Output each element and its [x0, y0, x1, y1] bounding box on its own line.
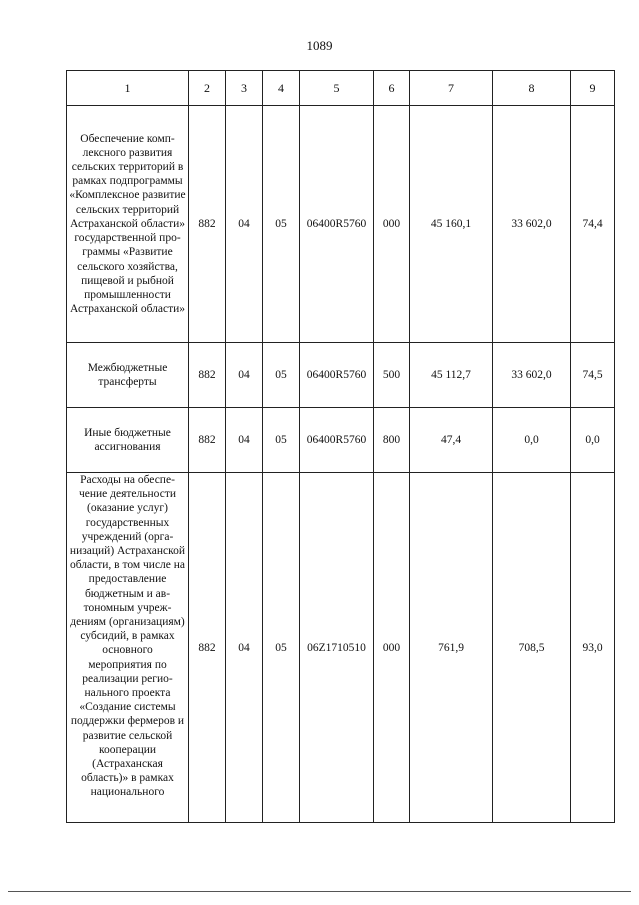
- cell-code: 882: [189, 106, 226, 343]
- cell-type: 800: [374, 408, 410, 473]
- col-header-4: 4: [263, 71, 300, 106]
- cell-type: 000: [374, 106, 410, 343]
- cell-code: 882: [189, 408, 226, 473]
- row-name: Обеспечение комплексного развития сельских территорий в рамках подпрограммы «Комплексное развитие сельских территорий Астраханской области» государственной программы «Развитие сельского хозяйства, пищевой и рыбной промышленности Астраханской области»: [67, 106, 189, 343]
- table-row: [67, 343, 615, 408]
- cell-target: 06400R5760: [300, 408, 374, 473]
- cell-code: 882: [189, 343, 226, 408]
- page-bottom-rule: [8, 891, 631, 892]
- cell-col9: 74,4: [571, 106, 615, 343]
- cell-col8: 708,5: [493, 473, 571, 823]
- cell-col9: 0,0: [571, 408, 615, 473]
- cell-subsection: 05: [263, 473, 300, 823]
- row-name: Межбюджетные трансферты: [67, 343, 189, 408]
- table-row: [67, 106, 615, 343]
- cell-section: 04: [226, 106, 263, 343]
- cell-col9: 74,5: [571, 343, 615, 408]
- col-header-7: 7: [410, 71, 493, 106]
- budget-table: [66, 70, 615, 823]
- cell-subsection: 05: [263, 408, 300, 473]
- cell-type: 500: [374, 343, 410, 408]
- cell-section: 04: [226, 343, 263, 408]
- header-row: [67, 71, 615, 106]
- row-name: Расходы на обеспечение деятельности (оказание услуг) государственных учреждений (организаций) Астраханской области, в том числе на предоставление бюджетным и автономным учреждениям (организациям) субсидий, в рамках основного мероприятия по реализации регионального проекта «Создание системы поддержки фермеров и развитие сельской кооперации (Астраханская область)» в рамках национального: [67, 473, 189, 823]
- col-header-1: 1: [67, 71, 189, 106]
- cell-col7: 45 112,7: [410, 343, 493, 408]
- cell-col7: 45 160,1: [410, 106, 493, 343]
- col-header-8: 8: [493, 71, 571, 106]
- col-header-5: 5: [300, 71, 374, 106]
- col-header-2: 2: [189, 71, 226, 106]
- cell-type: 000: [374, 473, 410, 823]
- cell-col8: 33 602,0: [493, 343, 571, 408]
- table-row: [67, 408, 615, 473]
- table-row: [67, 473, 615, 823]
- cell-subsection: 05: [263, 106, 300, 343]
- cell-target: 06Z1710510: [300, 473, 374, 823]
- col-header-9: 9: [571, 71, 615, 106]
- cell-target: 06400R5760: [300, 106, 374, 343]
- page-number: 1089: [306, 38, 333, 53]
- col-header-6: 6: [374, 71, 410, 106]
- col-header-3: 3: [226, 71, 263, 106]
- cell-section: 04: [226, 473, 263, 823]
- cell-code: 882: [189, 473, 226, 823]
- row-name: Иные бюджетные ассигнования: [67, 408, 189, 473]
- cell-col7: 761,9: [410, 473, 493, 823]
- cell-col7: 47,4: [410, 408, 493, 473]
- cell-target: 06400R5760: [300, 343, 374, 408]
- cell-col8: 33 602,0: [493, 106, 571, 343]
- cell-col9: 93,0: [571, 473, 615, 823]
- cell-section: 04: [226, 408, 263, 473]
- cell-subsection: 05: [263, 343, 300, 408]
- cell-col8: 0,0: [493, 408, 571, 473]
